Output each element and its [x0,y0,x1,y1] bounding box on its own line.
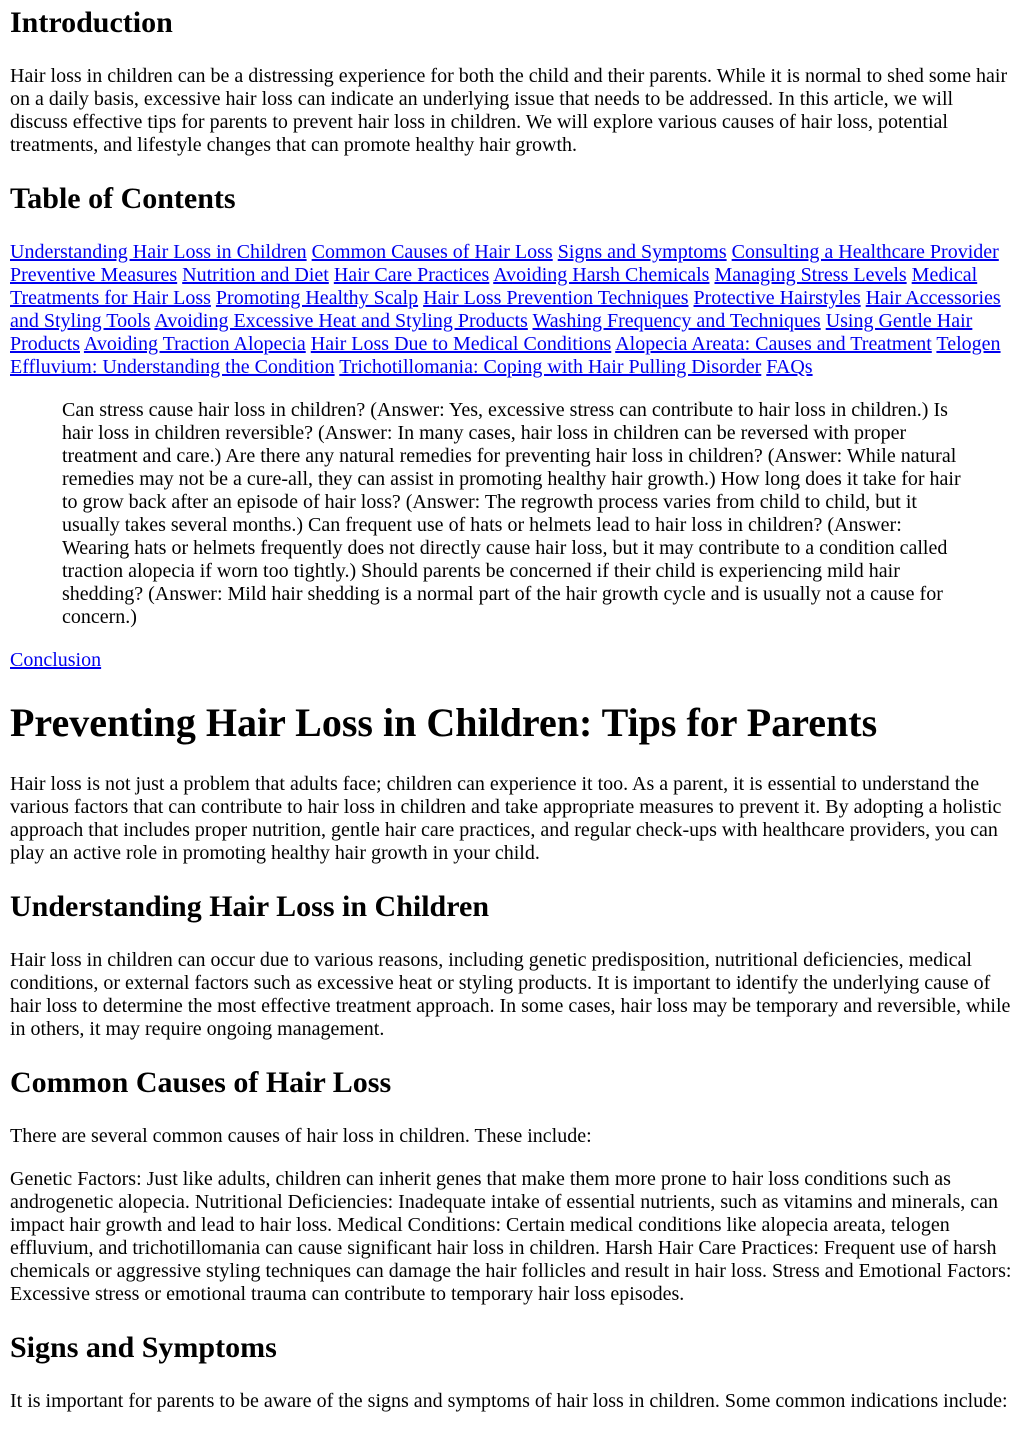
toc-link-hair-loss-due-to-medical-conditions[interactable]: Hair Loss Due to Medical Conditions [310,333,612,355]
toc-link-trichotillomania-coping-with-hair-pulling-disorder[interactable]: Trichotillomania: Coping with Hair Pulling Disorder [339,356,762,378]
intro-heading: Introduction [10,6,173,39]
conclusion-paragraph [10,649,1014,672]
lead-paragraph: Hair loss is not just a problem that adults face; children can experience it too. As a parent, it is essential to understand the various factors that can contribute to hair loss in children and take appropriate measures to prevent it. By adopting a holistic approach that includes proper nutrition, gentle hair care practices, and regular check-ups with healthcare providers, you can play an active role in promoting healthy hair growth in your child. [10,773,1002,864]
signs-heading: Signs and Symptoms [10,1331,277,1364]
toc-link-hair-loss-prevention-techniques[interactable]: Hair Loss Prevention Techniques [423,287,689,309]
page-title: Preventing Hair Loss in Children: Tips for Parents [10,700,878,745]
toc-link-medical-treatments-for-hair-loss[interactable]: Medical Treatments for Hair Loss [10,264,978,309]
toc-link-avoiding-excessive-heat-and-styling-products[interactable]: Avoiding Excessive Heat and Styling Products [154,310,528,332]
toc-link-avoiding-harsh-chemicals[interactable]: Avoiding Harsh Chemicals [493,264,710,286]
toc-link-using-gentle-hair-products[interactable]: Using Gentle Hair Products [10,310,973,355]
toc-link-preventive-measures[interactable]: Preventive Measures [10,264,178,286]
toc-link-washing-frequency-and-techniques[interactable]: Washing Frequency and Techniques [532,310,821,332]
toc-link-alopecia-areata-causes-and-treatment[interactable]: Alopecia Areata: Causes and Treatment [615,333,932,355]
understanding-heading: Understanding Hair Loss in Children [10,890,490,923]
toc-link-nutrition-and-diet[interactable]: Nutrition and Diet [182,264,329,286]
toc-link-telogen-effluvium-understanding-the-condition[interactable]: Telogen Effluvium: Understanding the Condition [10,333,1001,378]
toc-link-consulting-a-healthcare-provider[interactable]: Consulting a Healthcare Provider [731,241,999,263]
causes-intro-paragraph: There are several common causes of hair loss in children. These include: [10,1125,592,1147]
toc-link-avoiding-traction-alopecia[interactable]: Avoiding Traction Alopecia [83,333,306,355]
toc-link-hair-care-practices[interactable]: Hair Care Practices [333,264,490,286]
toc-link-protective-hairstyles[interactable]: Protective Hairstyles [693,287,861,309]
toc-link-common-causes-of-hair-loss[interactable]: Common Causes of Hair Loss [311,241,553,263]
causes-paragraph: Genetic Factors: Just like adults, children can inherit genes that make them more prone to hair loss conditions such as androgenetic alopecia. Nutritional Deficiencies: Inadequate intake of essential nutrients, such as vitamins and minerals, can impact hair growth and lead to hair loss. Medical Conditions: Certain medical conditions like alopecia areata, telogen effluvium, and trichotillomania can cause significant hair loss in children. Harsh Hair Care Practices: Frequent use of harsh chemicals or aggressive styling techniques can damage the hair follicles and result in hair loss. Stress and Emotional Factors: Excessive stress or emotional trauma can contribute to temporary hair loss episodes. [10,1168,1012,1305]
signs-paragraph: It is important for parents to be aware of the signs and symptoms of hair loss in children. Some common indications include: [10,1390,1008,1412]
toc-link-promoting-healthy-scalp[interactable]: Promoting Healthy Scalp [215,287,419,309]
toc-link-managing-stress-levels[interactable]: Managing Stress Levels [714,264,907,286]
faq-blockquote [62,399,970,629]
toc-link-faqs[interactable]: FAQs [766,356,813,378]
toc-link-hair-accessories-and-styling-tools[interactable]: Hair Accessories and Styling Tools [10,287,1001,332]
understanding-paragraph: Hair loss in children can occur due to various reasons, including genetic predisposition, nutritional deficiencies, medical conditions, or external factors such as excessive heat or styling products. It is important to identify the underlying cause of hair loss to determine the most effective treatment approach. In some cases, hair loss may be temporary and reversible, while in others, it may require ongoing management. [10,949,1011,1040]
toc-link-understanding-hair-loss-in-children[interactable]: Understanding Hair Loss in Children [10,241,307,263]
toc-links [10,241,1014,379]
conclusion-link[interactable]: Conclusion [10,649,102,671]
faq-blockquote-text: Can stress cause hair loss in children? (Answer: Yes, excessive stress can contribute to hair loss in children.) Is hair loss in children reversible? (Answer: In many cases, hair loss in children can be reversed with proper treatment and care.) Are there any natural remedies for preventing hair loss in children? (Answer: While natural remedies may not be a cure-all, they can assist in promoting healthy hair growth.) How long does it take for hair to grow back after an episode of hair loss? (Answer: The regrowth process varies from child to child, but it usually takes several months.) Can frequent use of hats or helmets lead to hair loss in children? (Answer: Wearing hats or helmets frequently does not directly cause hair loss, but it may contribute to a condition called traction alopecia if worn too tightly.) Should parents be concerned if their child is experiencing mild hair shedding? (Answer: Mild hair shedding is a normal part of the hair growth cycle and is usually not a cause for concern.) [62,399,961,628]
causes-heading: Common Causes of Hair Loss [10,1066,392,1099]
toc-heading: Table of Contents [10,182,236,215]
toc-link-signs-and-symptoms[interactable]: Signs and Symptoms [557,241,727,263]
intro-paragraph: Hair loss in children can be a distressing experience for both the child and their parents. While it is normal to shed some hair on a daily basis, excessive hair loss can indicate an underlying issue that needs to be addressed. In this article, we will discuss effective tips for parents to prevent hair loss in children. We will explore various causes of hair loss, potential treatments, and lifestyle changes that can promote healthy hair growth. [10,65,1008,156]
